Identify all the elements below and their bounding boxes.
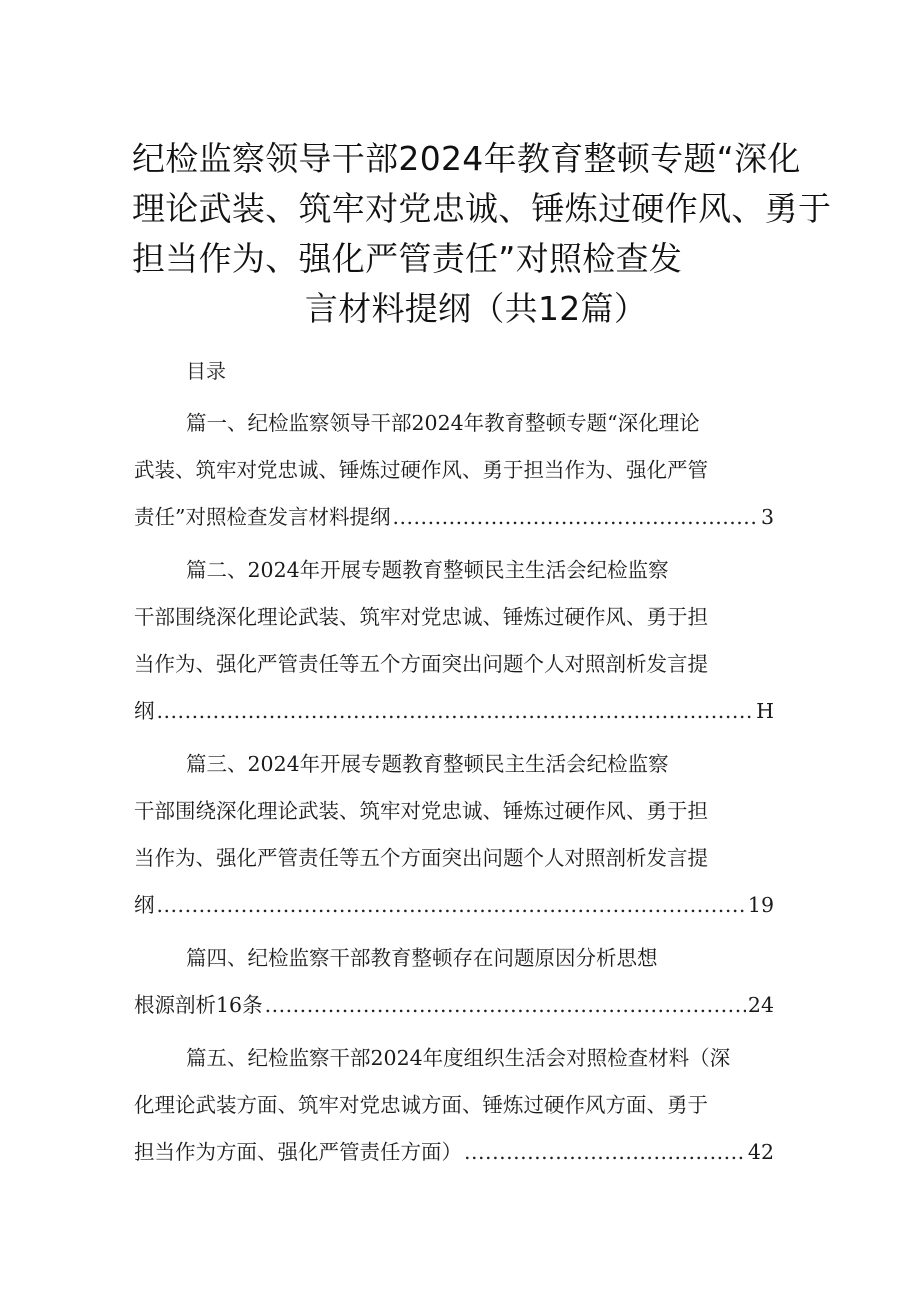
toc-entry-last-line [134, 982, 774, 1029]
toc-page-number: 3 [760, 505, 774, 529]
title-line: 担当作为、强化严管责任”对照检查发 [132, 239, 683, 278]
toc-page-number: 24 [747, 993, 774, 1017]
toc-entry-line: 篇二、2024年开展专题教育整顿民主生活会纪检监察 [186, 558, 669, 582]
title-line: 纪检监察领导干部2024年教育整顿专题“深化 [132, 139, 801, 178]
toc-entry-line: 篇五、纪检监察干部2024年度组织生活会对照检查材料（深 [186, 1046, 731, 1070]
toc-entry-last-line [134, 882, 774, 929]
toc-entry-last-line [134, 688, 774, 735]
toc-entry-text: 责任”对照检查发言材料提纲 [134, 505, 391, 529]
toc-entry-text: 纲 [134, 893, 155, 917]
dot-leader [157, 688, 755, 735]
toc-entry-line: 篇一、纪检监察领导干部2024年教育整顿专题“深化理论 [186, 411, 700, 435]
toc-entry[interactable] [134, 741, 794, 929]
toc-entry-line: 武装、筑牢对党忠诚、锤炼过硬作风、勇于担当作为、强化严管 [134, 458, 708, 482]
toc-page-number: 19 [747, 893, 774, 917]
toc-entry-line: 干部围绕深化理论武装、筑牢对党忠诚、锤炼过硬作风、勇于担 [134, 605, 708, 629]
toc-entry[interactable] [134, 547, 794, 735]
toc-entry[interactable] [134, 400, 794, 541]
dot-leader [392, 494, 758, 541]
toc-page-number: H [756, 699, 774, 723]
toc-entry-line: 篇四、纪检监察干部教育整顿存在问题原因分析思想 [186, 946, 658, 970]
dot-leader [265, 982, 746, 1029]
toc-page-number: 42 [747, 1140, 774, 1164]
table-of-contents [134, 400, 794, 1182]
toc-entry[interactable] [134, 935, 794, 1029]
dot-leader [157, 882, 746, 929]
toc-entry-last-line [134, 494, 774, 541]
dot-leader [464, 1129, 746, 1176]
toc-entry-line: 干部围绕深化理论武装、筑牢对党忠诚、锤炼过硬作风、勇于担 [134, 799, 708, 823]
toc-entry-last-line [134, 1129, 774, 1176]
toc-entry[interactable] [134, 1035, 794, 1176]
toc-entry-line: 当作为、强化严管责任等五个方面突出问题个人对照剖析发言提 [134, 846, 708, 870]
toc-entry-line: 当作为、强化严管责任等五个方面突出问题个人对照剖析发言提 [134, 652, 708, 676]
toc-entry-line: 化理论武装方面、筑牢对党忠诚方面、锤炼过硬作风方面、勇于 [134, 1093, 708, 1117]
document-title [132, 134, 832, 334]
toc-entry-text: 纲 [134, 699, 155, 723]
toc-entry-text: 根源剖析16条 [134, 993, 263, 1017]
toc-heading: 目录 [186, 359, 226, 383]
title-line: 言材料提纲（共12篇） [304, 289, 648, 328]
title-line: 理论武装、筑牢对党忠诚、锤炼过硬作风、勇于 [132, 189, 832, 228]
toc-entry-line: 篇三、2024年开展专题教育整顿民主生活会纪检监察 [186, 752, 669, 776]
toc-entry-text: 担当作为方面、强化严管责任方面） [134, 1140, 462, 1164]
